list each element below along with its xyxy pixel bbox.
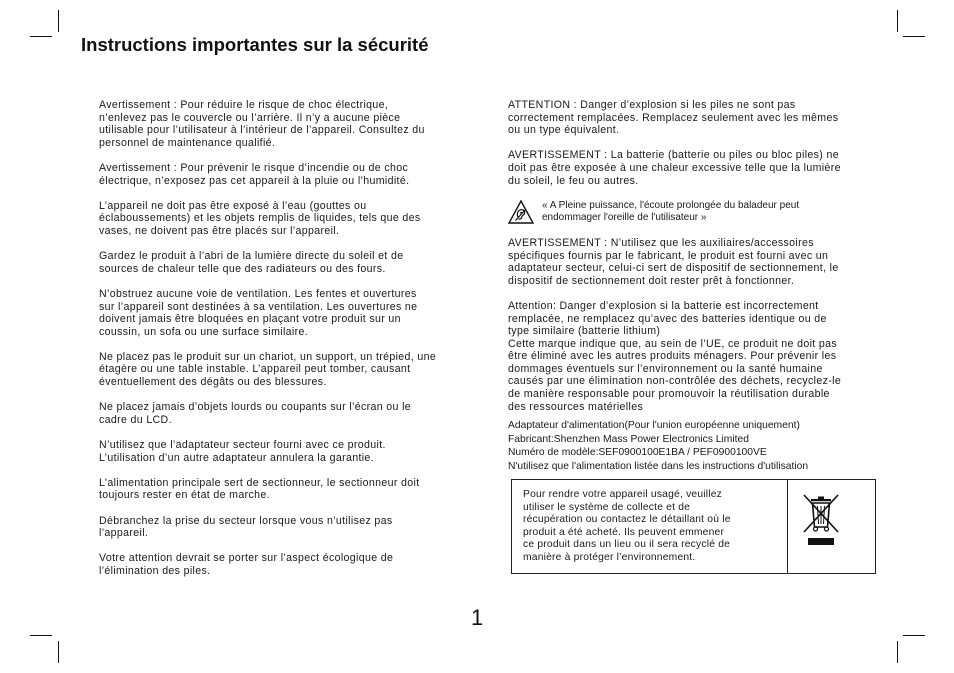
crop-mark — [30, 635, 52, 636]
adapter-info: Adaptateur d'alimentation(Pour l'union européenne uniquement) Fabricant:Shenzhen Mass Power Electronics Limited Numéro de modèle:SEF0900100E1BA / PEF0900100VE N'utilisez que l'alimentation listée dans les instructions d'utilisation — [508, 420, 809, 473]
accessories-warning-paragraph: AVERTISSEMENT : N’utilisez que les auxiliaires/accessoires spécifiques fournis par le fabricant, le produit est fourni avec un adaptateur secteur, celui-ci sert de dispositif de sectionnement, le dispositif de sectionnement doit rester prêt à fonctionner. — [508, 236, 839, 287]
paragraph: N’utilisez que l’adaptateur secteur fourni avec ce produit. L’utilisation d’un autre adaptateur annulera la garantie. — [99, 439, 386, 464]
explosion-weee-paragraph: Attention: Danger d’explosion si la batterie est incorrectement remplacée, ne remplacez qu’avec des batteries identique ou de type similaire (batterie lithium) Cette marque indique que, au sein de l’UE, ce produit ne doit pas être éliminé avec les autres produits ménagers. Pour prévenir les dommages éventuels sur l’environnement ou la santé humaine causés par une élimination non-contrôlée des déchets, recyclez-le de manière responsable pour promouvoir la réutilisation durable des ressources matérielles — [508, 299, 842, 413]
recycle-notice-box — [511, 479, 876, 574]
paragraph: L’alimentation principale sert de sectionneur, le sectionneur doit toujours rester en état de marche. — [99, 476, 420, 502]
paragraph: Ne placez pas le produit sur un chariot, un support, un trépied, une étagère ou une table instable. L’appareil peut tomber, causant éventuellement des dégâts ou des blessures. — [99, 350, 437, 389]
right-column — [508, 99, 870, 474]
paragraph: Débranchez la prise du secteur lorsque vous n’utilisez pas l’appareil. — [99, 514, 393, 540]
attention-paragraph: ATTENTION : Danger d’explosion si les piles ne sont pas correctement remplacées. Remplacez seulement avec les mêmes ou un type équivalent. — [508, 99, 839, 137]
crop-mark — [58, 641, 59, 663]
paragraph: Avertissement : Pour prévenir le risque d’incendie ou de choc électrique, n’exposez pas cet appareil à la pluie ou l’humidité. — [99, 161, 410, 187]
battery-warning-paragraph: AVERTISSEMENT : La batterie (batterie ou piles ou bloc piles) ne doit pas être exposée à une chaleur excessive telle que la lumière du soleil, le feu ou autres. — [508, 149, 841, 187]
paragraph: Gardez le produit à l’abri de la lumière directe du soleil et de sources de chaleur telle que des radiateurs ou des fours. — [99, 250, 404, 275]
crop-mark — [903, 36, 925, 37]
crop-mark — [903, 635, 925, 636]
crop-mark — [897, 10, 898, 32]
paragraph: L’appareil ne doit pas être exposé à l’eau (gouttes ou éclaboussements) et les objets remplis de liquides, tels que des vases, ne doivent pas être placés sur l’appareil. — [99, 199, 421, 237]
hearing-warning-icon — [508, 200, 534, 224]
divider — [787, 480, 788, 573]
recycle-notice-text: Pour rendre votre appareil usagé, veuillez utiliser le système de collecte et de récupération ou contactez le détaillant où le produit a été acheté. Ils peuvent emmener ce produit dans un lieu ou il sera recyclé de manière à protéger l’environnement. — [523, 489, 731, 563]
paragraph: N’obstruez aucune voie de ventilation. Les fentes et ouvertures sur l’appareil sont destinées à sa ventilation. Les ouvertures ne doivent jamais être bloquées en plaçant votre produit sur un coussin, un sofa ou une surface similaire. — [99, 287, 418, 338]
crop-mark — [58, 10, 59, 32]
hearing-warning-text: « A Pleine puissance, l'écoute prolongée du baladeur peut endommager l'oreille de l'utilisateur » — [542, 199, 800, 224]
crossed-out-bin-icon — [801, 492, 841, 550]
paragraph: Ne placez jamais d’objets lourds ou coupants sur l’écran ou le cadre du LCD. — [99, 401, 412, 426]
page-number: 1 — [471, 605, 484, 630]
crop-mark — [30, 36, 52, 37]
left-column — [99, 99, 461, 590]
paragraph: Avertissement : Pour réduire le risque de choc électrique, n’enlevez pas le couvercle ou l’arrière. Il n’y a aucune pièce utilisable pour l’utilisateur à l’intérieur de l’appareil. Consultez du personnel de maintenance qualifié. — [99, 99, 425, 149]
hearing-warning — [508, 200, 870, 225]
paragraph: Votre attention devrait se porter sur l’aspect écologique de l’élimination des piles. — [99, 552, 394, 577]
crop-mark — [897, 641, 898, 663]
page-title: Instructions importantes sur la sécurité — [81, 34, 429, 55]
